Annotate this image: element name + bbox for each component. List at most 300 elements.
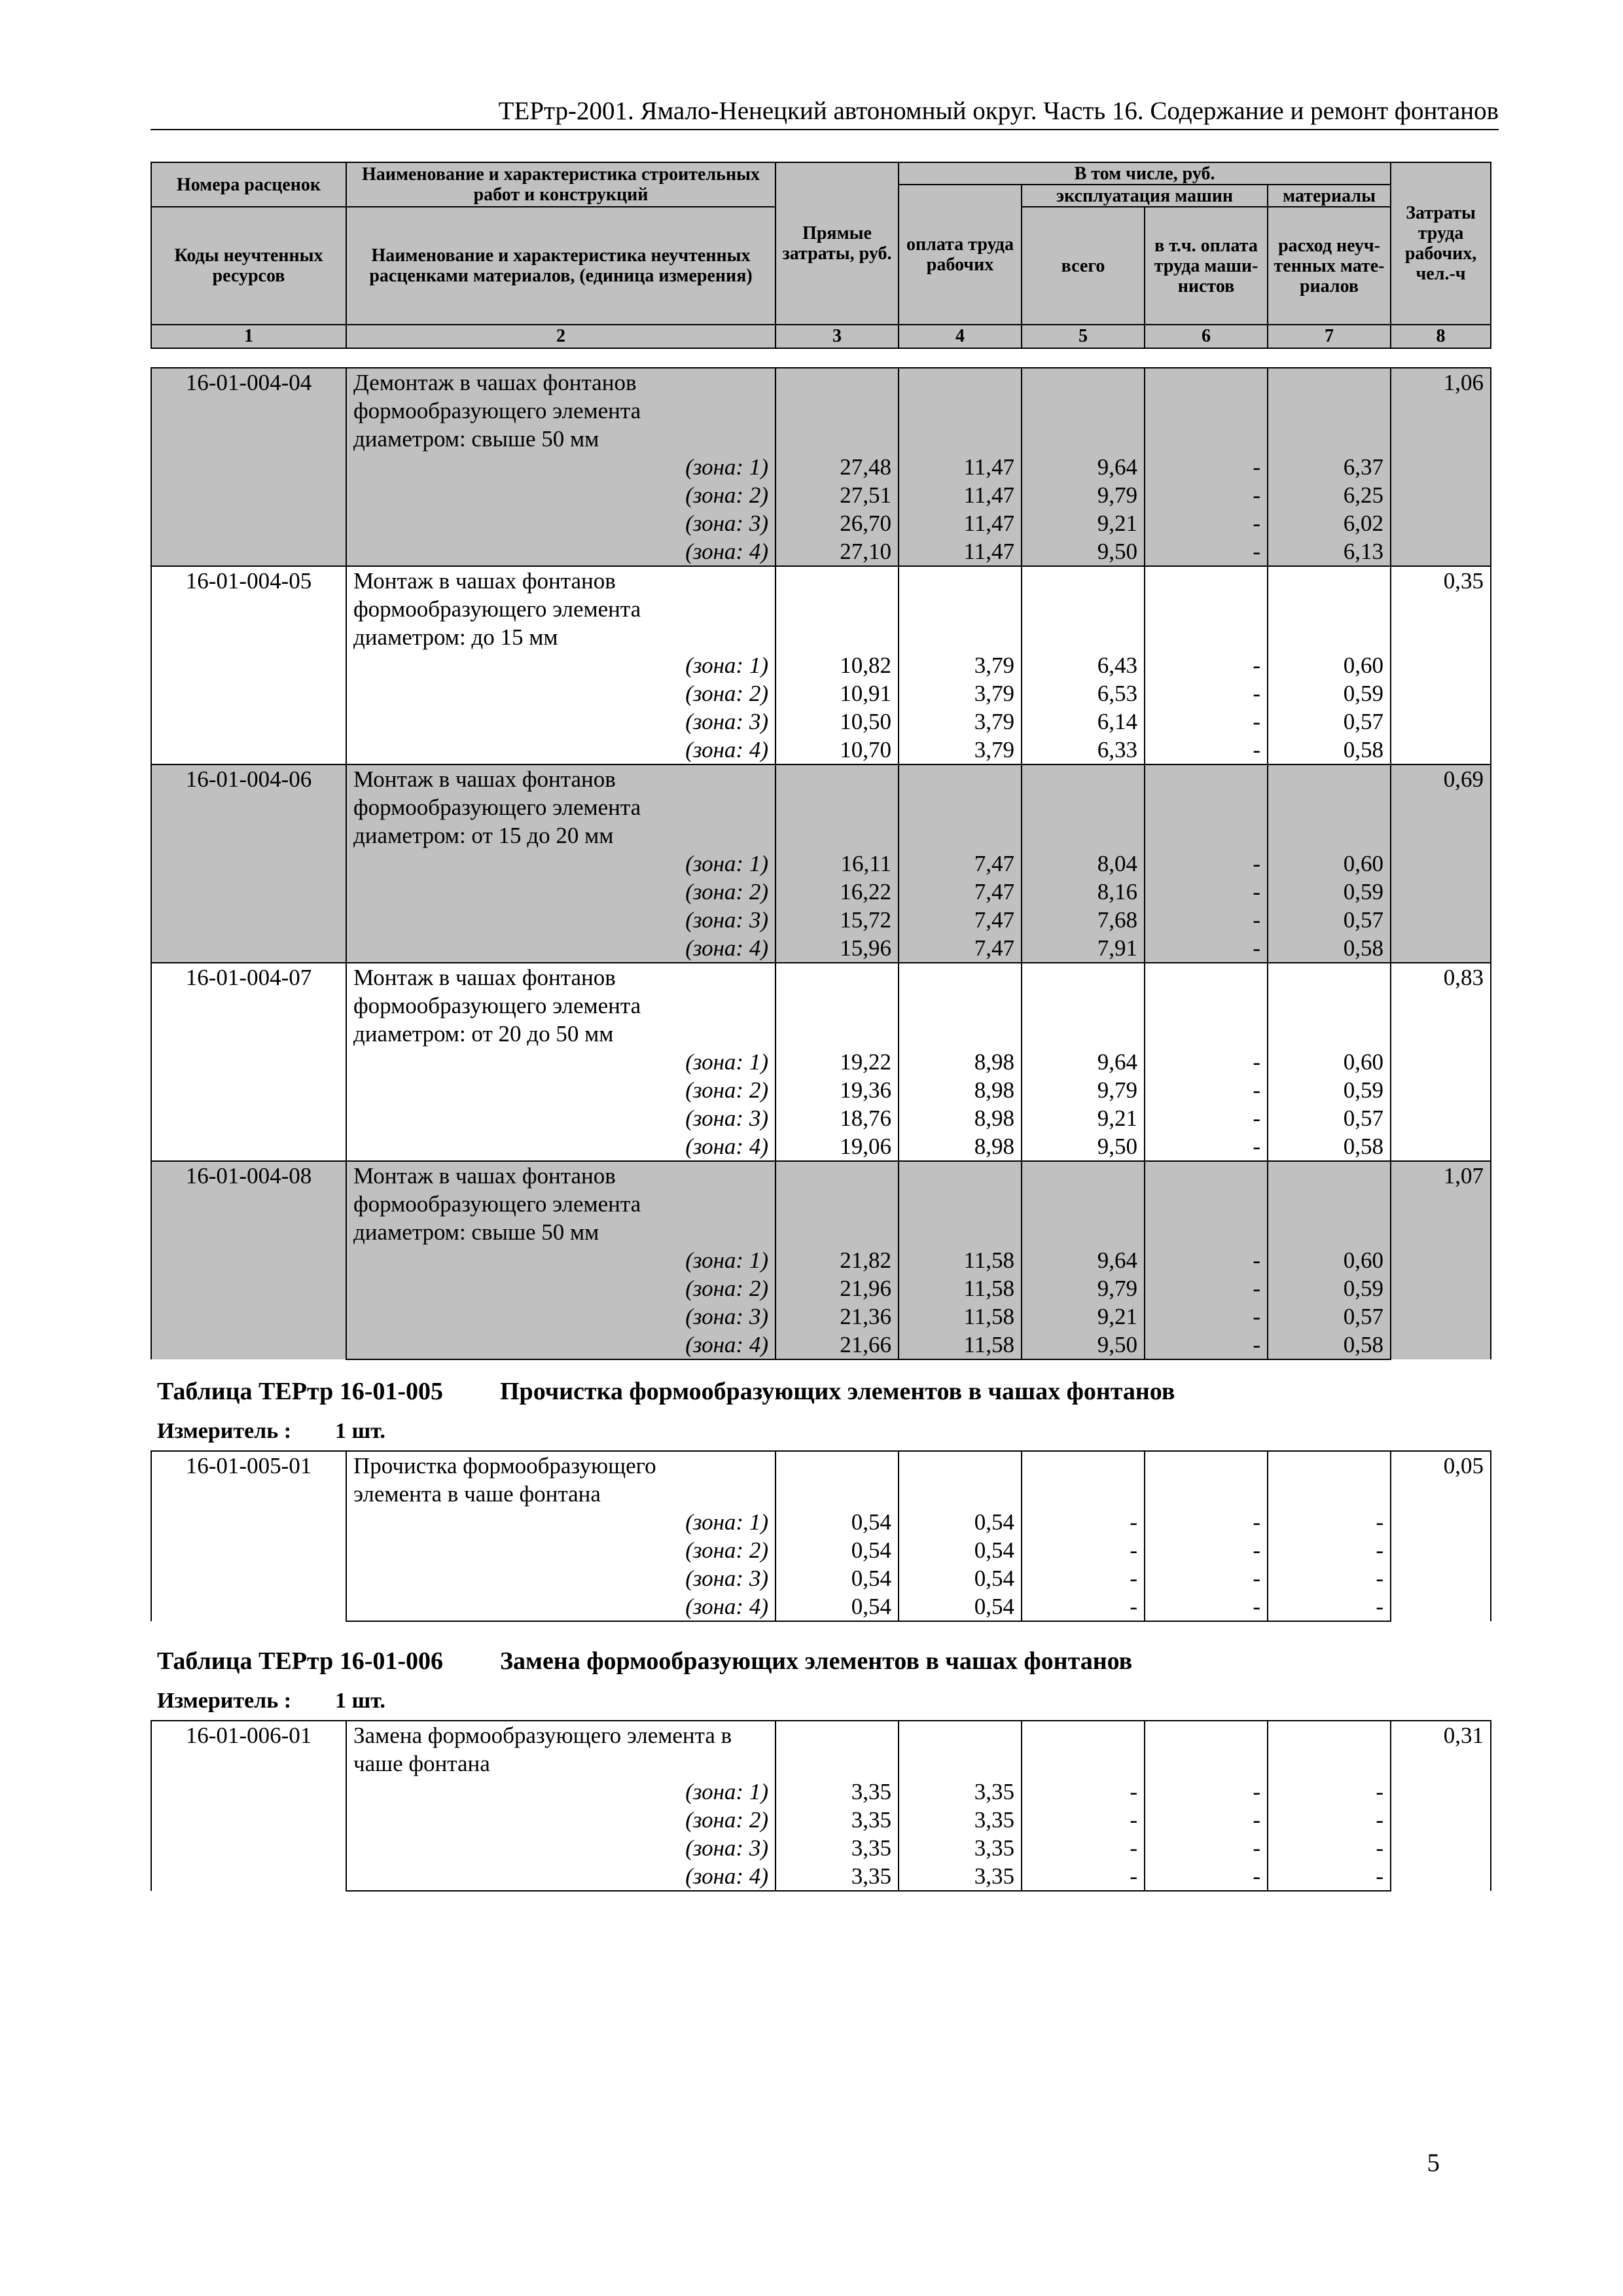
zone-label: (зона: 3)	[346, 1302, 776, 1331]
direct-cost: 15,96	[776, 934, 899, 963]
rate-code: 16-01-004-04	[151, 368, 346, 566]
material-cost: 0,57	[1268, 1302, 1391, 1331]
worker-wage: 0,54	[899, 1592, 1022, 1621]
worker-wage: 0,54	[899, 1564, 1022, 1592]
machinist-wage: -	[1145, 1834, 1268, 1862]
direct-cost: 15,72	[776, 906, 899, 934]
worker-wage: 8,98	[899, 1076, 1022, 1104]
worker-wage: 3,79	[899, 736, 1022, 764]
empty-cell	[1145, 992, 1268, 1020]
machine-cost: 9,79	[1022, 481, 1145, 509]
machine-cost: 8,16	[1022, 878, 1145, 906]
empty-cell	[776, 1218, 899, 1246]
rate-name-line: Монтаж в чашах фонтанов	[346, 764, 776, 793]
empty-cell	[1022, 764, 1145, 793]
machinist-wage: -	[1145, 453, 1268, 481]
table-row	[151, 425, 1491, 453]
table-row	[151, 878, 1491, 906]
material-cost: 0,57	[1268, 906, 1391, 934]
rate-name-line: формообразующего элемента	[346, 992, 776, 1020]
col4-header: оплата труда рабочих	[899, 185, 1022, 325]
material-cost: 0,58	[1268, 1331, 1391, 1359]
col-number: 1	[151, 325, 346, 348]
worker-wage: 7,47	[899, 878, 1022, 906]
col-number: 8	[1391, 325, 1491, 348]
table-row	[151, 397, 1491, 425]
empty-cell	[1145, 1218, 1268, 1246]
empty-cell	[899, 1161, 1022, 1190]
machine-cost: -	[1022, 1508, 1145, 1536]
empty-cell	[899, 1190, 1022, 1218]
worker-wage: 3,35	[899, 1806, 1022, 1834]
machinist-wage: -	[1145, 708, 1268, 736]
empty-cell	[1268, 1161, 1391, 1190]
machinist-wage: -	[1145, 1862, 1268, 1891]
machine-cost: 9,21	[1022, 1104, 1145, 1132]
zone-label: (зона: 3)	[346, 708, 776, 736]
table-row	[151, 1132, 1491, 1161]
table-row	[151, 1331, 1491, 1359]
table-row	[151, 1048, 1491, 1076]
empty-cell	[899, 566, 1022, 595]
worker-wage: 0,54	[899, 1536, 1022, 1564]
zone-label: (зона: 1)	[346, 453, 776, 481]
zone-label: (зона: 1)	[346, 850, 776, 878]
material-cost: 0,59	[1268, 679, 1391, 708]
labor-hours: 1,06	[1391, 368, 1491, 566]
table-006-name: Замена формообразующих элементов в чашах фонтанов	[500, 1647, 1133, 1675]
worker-wage: 11,58	[899, 1331, 1022, 1359]
table-row	[151, 1778, 1491, 1806]
table-row	[151, 1480, 1491, 1508]
table-row	[151, 821, 1491, 850]
zone-label: (зона: 4)	[346, 1331, 776, 1359]
machine-cost: 7,68	[1022, 906, 1145, 934]
table-row	[151, 1246, 1491, 1274]
empty-cell	[776, 368, 899, 397]
direct-cost: 10,91	[776, 679, 899, 708]
empty-cell	[899, 397, 1022, 425]
direct-cost: 16,11	[776, 850, 899, 878]
empty-cell	[776, 397, 899, 425]
table-row	[151, 764, 1491, 793]
direct-cost: 0,54	[776, 1536, 899, 1564]
machine-cost: 9,50	[1022, 537, 1145, 566]
machinist-wage: -	[1145, 1132, 1268, 1161]
material-cost: -	[1268, 1592, 1391, 1621]
empty-cell	[1145, 368, 1268, 397]
material-cost: 0,59	[1268, 878, 1391, 906]
empty-cell	[776, 1451, 899, 1480]
zone-label: (зона: 2)	[346, 1806, 776, 1834]
direct-cost: 3,35	[776, 1806, 899, 1834]
rate-name-line: Монтаж в чашах фонтанов	[346, 566, 776, 595]
empty-cell	[776, 821, 899, 850]
material-cost: -	[1268, 1834, 1391, 1862]
empty-cell	[1268, 1218, 1391, 1246]
rate-name-line: формообразующего элемента	[346, 793, 776, 821]
col1-top-header: Номера расценок	[151, 162, 346, 207]
col-number: 7	[1268, 325, 1391, 348]
machinist-wage: -	[1145, 651, 1268, 679]
direct-cost: 21,96	[776, 1274, 899, 1302]
material-cost: -	[1268, 1536, 1391, 1564]
machinist-wage: -	[1145, 850, 1268, 878]
empty-cell	[1268, 793, 1391, 821]
empty-cell	[899, 623, 1022, 651]
col-number: 5	[1022, 325, 1145, 348]
machine-cost: -	[1022, 1862, 1145, 1891]
empty-cell	[899, 821, 1022, 850]
machine-cost: -	[1022, 1592, 1145, 1621]
empty-cell	[899, 368, 1022, 397]
rate-name-line: Монтаж в чашах фонтанов	[346, 1161, 776, 1190]
machinist-wage: -	[1145, 1331, 1268, 1359]
direct-cost: 10,82	[776, 651, 899, 679]
worker-wage: 3,35	[899, 1834, 1022, 1862]
zone-label: (зона: 4)	[346, 1862, 776, 1891]
machinist-wage: -	[1145, 1104, 1268, 1132]
worker-wage: 11,47	[899, 481, 1022, 509]
material-cost: 0,60	[1268, 1048, 1391, 1076]
worker-wage: 0,54	[899, 1508, 1022, 1536]
empty-cell	[1145, 821, 1268, 850]
empty-cell	[1268, 425, 1391, 453]
empty-cell	[776, 1749, 899, 1778]
table-row	[151, 368, 1491, 397]
material-cost: 6,37	[1268, 453, 1391, 481]
empty-cell	[1022, 1721, 1145, 1749]
empty-cell	[1268, 821, 1391, 850]
direct-cost: 19,06	[776, 1132, 899, 1161]
rates-table-004	[151, 367, 1491, 1360]
table-row	[151, 736, 1491, 764]
machine-cost: 9,79	[1022, 1076, 1145, 1104]
col1-bottom-header: Коды неучтенных ресурсов	[151, 207, 346, 325]
empty-cell	[899, 992, 1022, 1020]
table-row	[151, 1806, 1491, 1834]
rates-table-005	[151, 1450, 1491, 1622]
rate-block	[151, 566, 1491, 764]
machinist-wage: -	[1145, 1076, 1268, 1104]
empty-cell	[1022, 1190, 1145, 1218]
zone-label: (зона: 1)	[346, 1778, 776, 1806]
rate-name-line: Замена формообразующего элемента в	[346, 1721, 776, 1749]
empty-cell	[1022, 1020, 1145, 1048]
table-row	[151, 1564, 1491, 1592]
machinist-wage: -	[1145, 1246, 1268, 1274]
empty-cell	[899, 425, 1022, 453]
rate-block	[151, 963, 1491, 1161]
rate-name-line: Прочистка формообразующего	[346, 1451, 776, 1480]
material-cost: 6,13	[1268, 537, 1391, 566]
rate-name-line: диаметром: до 15 мм	[346, 623, 776, 651]
worker-wage: 3,79	[899, 679, 1022, 708]
worker-wage: 8,98	[899, 1048, 1022, 1076]
machine-cost: -	[1022, 1834, 1145, 1862]
direct-cost: 18,76	[776, 1104, 899, 1132]
col2-top-header: Наименование и характеристика строительных работ и конструкций	[346, 162, 776, 207]
worker-wage: 11,47	[899, 453, 1022, 481]
empty-cell	[1145, 793, 1268, 821]
table-row	[151, 595, 1491, 623]
rate-code: 16-01-006-01	[151, 1721, 346, 1891]
material-cost: 0,59	[1268, 1274, 1391, 1302]
table-005-code: Таблица ТЕРтр 16-01-005	[157, 1378, 444, 1405]
empty-cell	[776, 566, 899, 595]
empty-cell	[1268, 1749, 1391, 1778]
machine-cost: -	[1022, 1536, 1145, 1564]
material-cost: 0,60	[1268, 850, 1391, 878]
material-cost: -	[1268, 1564, 1391, 1592]
direct-cost: 27,10	[776, 537, 899, 566]
table-row	[151, 1592, 1491, 1621]
zone-label: (зона: 3)	[346, 1104, 776, 1132]
worker-wage: 3,35	[899, 1862, 1022, 1891]
machine-cost: 9,21	[1022, 509, 1145, 537]
rate-name-line: формообразующего элемента	[346, 1190, 776, 1218]
empty-cell	[1268, 992, 1391, 1020]
zone-label: (зона: 1)	[346, 1246, 776, 1274]
empty-cell	[1145, 566, 1268, 595]
meter-value: 1 шт.	[335, 1689, 385, 1713]
zone-label: (зона: 4)	[346, 537, 776, 566]
empty-cell	[1268, 963, 1391, 992]
empty-cell	[899, 1721, 1022, 1749]
material-cost: 0,58	[1268, 1132, 1391, 1161]
labor-hours: 0,69	[1391, 764, 1491, 963]
material-cost: 6,25	[1268, 481, 1391, 509]
empty-cell	[776, 793, 899, 821]
zone-label: (зона: 4)	[346, 1592, 776, 1621]
machinist-wage: -	[1145, 1048, 1268, 1076]
worker-wage: 7,47	[899, 906, 1022, 934]
table-row	[151, 708, 1491, 736]
labor-hours: 0,31	[1391, 1721, 1491, 1891]
material-cost: 0,60	[1268, 1246, 1391, 1274]
rate-block	[151, 1161, 1491, 1359]
rate-name-line: чаше фонтана	[346, 1749, 776, 1778]
empty-cell	[1022, 1218, 1145, 1246]
empty-cell	[1022, 425, 1145, 453]
table-row	[151, 992, 1491, 1020]
direct-cost: 21,36	[776, 1302, 899, 1331]
table-row	[151, 537, 1491, 566]
table-row	[151, 1190, 1491, 1218]
table-row	[151, 934, 1491, 963]
table-row	[151, 793, 1491, 821]
zone-label: (зона: 2)	[346, 1536, 776, 1564]
col-number: 4	[899, 325, 1022, 348]
empty-cell	[1268, 566, 1391, 595]
labor-hours: 1,07	[1391, 1161, 1491, 1359]
empty-cell	[776, 764, 899, 793]
empty-cell	[1145, 595, 1268, 623]
material-cost: 0,57	[1268, 708, 1391, 736]
rate-code: 16-01-004-06	[151, 764, 346, 963]
direct-cost: 27,48	[776, 453, 899, 481]
machinist-wage: -	[1145, 1274, 1268, 1302]
empty-cell	[1145, 1480, 1268, 1508]
table-row	[151, 1076, 1491, 1104]
empty-cell	[1022, 368, 1145, 397]
column-header-table	[151, 162, 1491, 349]
machine-cost: 7,91	[1022, 934, 1145, 963]
table-005-name: Прочистка формообразующих элементов в чашах фонтанов	[500, 1378, 1175, 1405]
zone-label: (зона: 1)	[346, 1508, 776, 1536]
empty-cell	[1022, 793, 1145, 821]
empty-cell	[1145, 1749, 1268, 1778]
direct-cost: 19,22	[776, 1048, 899, 1076]
rate-name-line: диаметром: от 20 до 50 мм	[346, 1020, 776, 1048]
col6-header: в т.ч. оплата труда маши-нистов	[1145, 207, 1268, 325]
table-row	[151, 1020, 1491, 1048]
empty-cell	[776, 992, 899, 1020]
empty-cell	[776, 425, 899, 453]
empty-cell	[1022, 623, 1145, 651]
empty-cell	[899, 1749, 1022, 1778]
empty-cell	[1145, 397, 1268, 425]
empty-cell	[1022, 595, 1145, 623]
zone-label: (зона: 1)	[346, 651, 776, 679]
direct-cost: 19,36	[776, 1076, 899, 1104]
empty-cell	[776, 595, 899, 623]
zone-label: (зона: 3)	[346, 906, 776, 934]
machine-cost: 9,64	[1022, 1048, 1145, 1076]
rate-name-line: элемента в чаше фонтана	[346, 1480, 776, 1508]
empty-cell	[776, 1161, 899, 1190]
machine-cost: 6,43	[1022, 651, 1145, 679]
machinist-wage: -	[1145, 934, 1268, 963]
worker-wage: 11,58	[899, 1246, 1022, 1274]
empty-cell	[776, 1190, 899, 1218]
table-006-meter	[157, 1688, 385, 1714]
machinist-wage: -	[1145, 509, 1268, 537]
table-row	[151, 963, 1491, 992]
zone-label: (зона: 1)	[346, 1048, 776, 1076]
direct-cost: 0,54	[776, 1564, 899, 1592]
col7-header: расход неуч-тенных мате-риалов	[1268, 207, 1391, 325]
table-row	[151, 509, 1491, 537]
rate-name-line: Монтаж в чашах фонтанов	[346, 963, 776, 992]
material-cost: 0,60	[1268, 651, 1391, 679]
empty-cell	[1268, 1451, 1391, 1480]
table-row	[151, 1721, 1491, 1749]
zone-label: (зона: 4)	[346, 736, 776, 764]
empty-cell	[1145, 1020, 1268, 1048]
machinist-wage: -	[1145, 1302, 1268, 1331]
rate-block	[151, 764, 1491, 963]
machine-cost: 9,79	[1022, 1274, 1145, 1302]
materials-header: материалы	[1268, 185, 1391, 207]
direct-cost: 21,66	[776, 1331, 899, 1359]
worker-wage: 11,58	[899, 1302, 1022, 1331]
material-cost: 0,57	[1268, 1104, 1391, 1132]
worker-wage: 11,47	[899, 537, 1022, 566]
empty-cell	[1145, 1451, 1268, 1480]
empty-cell	[1268, 368, 1391, 397]
rate-block	[151, 368, 1491, 566]
zone-label: (зона: 3)	[346, 1834, 776, 1862]
table-row	[151, 1104, 1491, 1132]
empty-cell	[899, 595, 1022, 623]
direct-cost: 27,51	[776, 481, 899, 509]
rate-name-line: диаметром: свыше 50 мм	[346, 1218, 776, 1246]
direct-cost: 0,54	[776, 1508, 899, 1536]
labor-hours: 0,83	[1391, 963, 1491, 1161]
zone-label: (зона: 2)	[346, 481, 776, 509]
zone-label: (зона: 2)	[346, 679, 776, 708]
empty-cell	[899, 1218, 1022, 1246]
table-row	[151, 1508, 1491, 1536]
labor-hours: 0,35	[1391, 566, 1491, 764]
machinist-wage: -	[1145, 1592, 1268, 1621]
col3-header: Прямые затраты, руб.	[776, 162, 899, 325]
table-row	[151, 906, 1491, 934]
zone-label: (зона: 4)	[346, 934, 776, 963]
col-number: 3	[776, 325, 899, 348]
table-row	[151, 481, 1491, 509]
table-row	[151, 623, 1491, 651]
machinist-wage: -	[1145, 1806, 1268, 1834]
col-number: 2	[346, 325, 776, 348]
worker-wage: 3,79	[899, 651, 1022, 679]
machine-cost: 6,53	[1022, 679, 1145, 708]
zone-label: (зона: 3)	[346, 1564, 776, 1592]
material-cost: 0,58	[1268, 934, 1391, 963]
empty-cell	[899, 1020, 1022, 1048]
material-cost: -	[1268, 1778, 1391, 1806]
worker-wage: 8,98	[899, 1104, 1022, 1132]
direct-cost: 16,22	[776, 878, 899, 906]
machinist-wage: -	[1145, 481, 1268, 509]
zone-label: (зона: 4)	[346, 1132, 776, 1161]
rate-name-line: диаметром: от 15 до 20 мм	[346, 821, 776, 850]
worker-wage: 3,35	[899, 1778, 1022, 1806]
table-006-title	[157, 1645, 1132, 1677]
empty-cell	[899, 1451, 1022, 1480]
col8-header: Затраты труда рабочих, чел.-ч	[1391, 162, 1491, 325]
table-row	[151, 679, 1491, 708]
machinist-wage: -	[1145, 878, 1268, 906]
machinist-wage: -	[1145, 906, 1268, 934]
machine-cost: 9,21	[1022, 1302, 1145, 1331]
rate-block	[151, 1451, 1491, 1621]
worker-wage: 7,47	[899, 934, 1022, 963]
material-cost: 6,02	[1268, 509, 1391, 537]
machinist-wage: -	[1145, 537, 1268, 566]
machine-cost: 9,50	[1022, 1331, 1145, 1359]
machine-cost: 6,14	[1022, 708, 1145, 736]
rate-block	[151, 1721, 1491, 1891]
table-row	[151, 1274, 1491, 1302]
incl-header: В том числе, руб.	[899, 162, 1391, 185]
material-cost: -	[1268, 1508, 1391, 1536]
labor-hours: 0,05	[1391, 1451, 1491, 1621]
empty-cell	[1145, 764, 1268, 793]
direct-cost: 21,82	[776, 1246, 899, 1274]
worker-wage: 11,47	[899, 509, 1022, 537]
machinist-wage: -	[1145, 736, 1268, 764]
empty-cell	[1268, 397, 1391, 425]
rate-name-line: диаметром: свыше 50 мм	[346, 425, 776, 453]
machinist-wage: -	[1145, 1536, 1268, 1564]
meter-value: 1 шт.	[335, 1419, 385, 1443]
machine-cost: 6,33	[1022, 736, 1145, 764]
empty-cell	[1022, 963, 1145, 992]
empty-cell	[1268, 1020, 1391, 1048]
empty-cell	[1022, 397, 1145, 425]
